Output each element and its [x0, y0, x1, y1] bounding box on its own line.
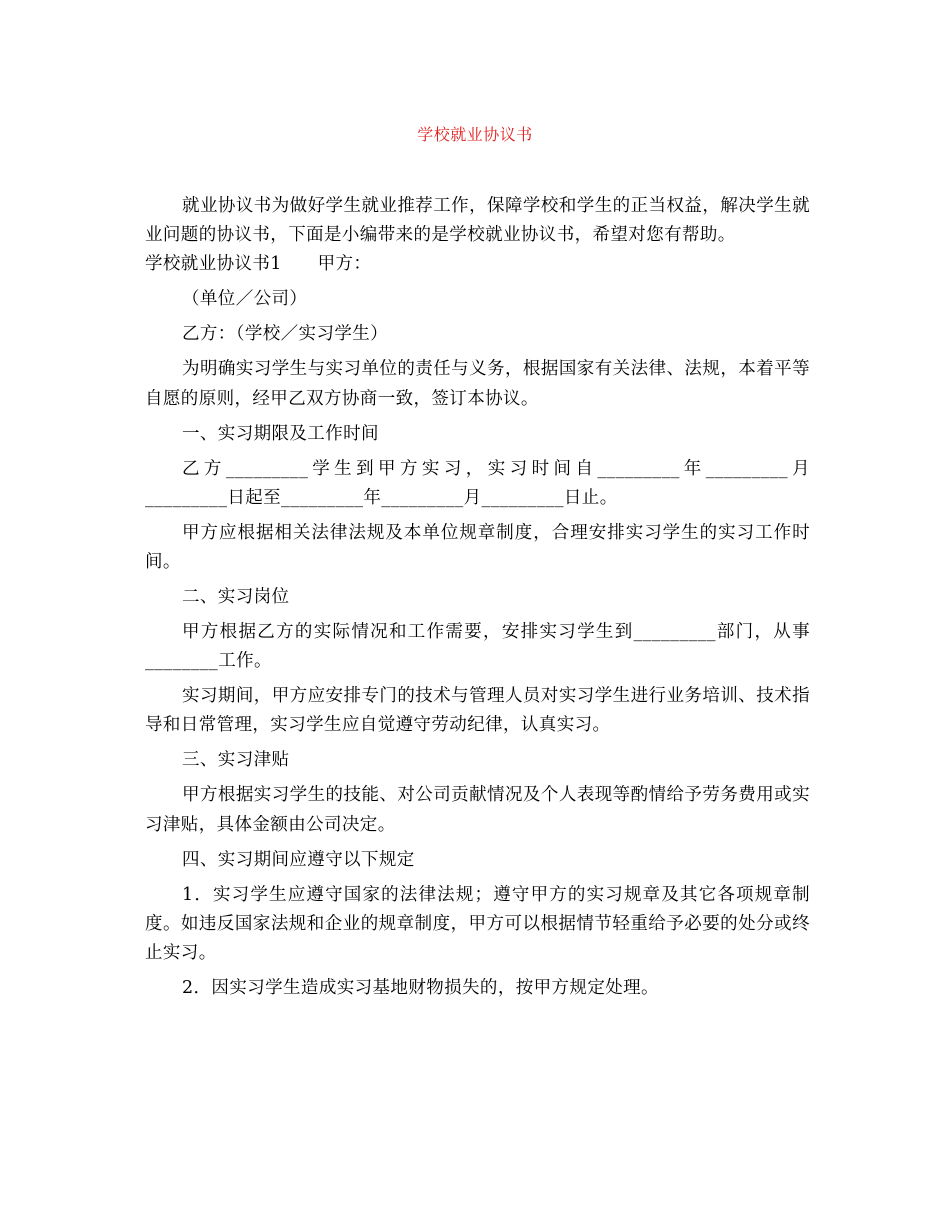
paragraph: 甲方应根据相关法律法规及本单位规章制度，合理安排实习学生的实习工作时间。 — [145, 522, 810, 573]
document-title: 学校就业协议书 — [417, 125, 533, 144]
paragraph: 乙方_________学生到甲方实习，实习时间自_________年_________月_________日起至_________年_________月_________日止。 — [145, 458, 810, 508]
paragraph: 就业协议书为做好学生就业推荐工作，保障学校和学生的正当权益，解决学生就业问题的协议书，下面是小编带来的是学校就业协议书，希望对您有帮助。 — [145, 196, 810, 246]
paragraph: 为明确实习学生与实习单位的责任与义务，根据国家有关法律、法规，本着平等自愿的原则，经甲乙双方协商一致，签订本协议。 — [145, 359, 810, 409]
paragraph: 甲方根据乙方的实际情况和工作需要，安排实习学生到_________部门，从事________工作。 — [145, 622, 810, 672]
paragraph: 学校就业协议书1 甲方： — [145, 254, 372, 275]
paragraph: 1．实习学生应遵守国家的法律法规；遵守甲方的实习规章及其它各项规章制度。如违反国家法规和企业的规章制度，甲方可以根据情节轻重给予必要的处分或终止实习。 — [145, 884, 810, 964]
paragraph: 甲方根据实习学生的技能、对公司贡献情况及个人表现等酌情给予劳务费用或实习津贴，具体金额由公司决定。 — [145, 785, 810, 835]
paragraph: （单位／公司） — [182, 289, 308, 310]
paragraph: 三、实习津贴 — [182, 750, 290, 771]
paragraph: 2．因实习学生造成实习基地财物损失的，按甲方规定处理。 — [182, 978, 659, 999]
paragraph: 实习期间，甲方应安排专门的技术与管理人员对实习学生进行业务培训、技术指导和日常管理，实习学生应自觉遵守劳动纪律，认真实习。 — [145, 686, 810, 736]
paragraph: 一、实习期限及工作时间 — [182, 423, 379, 444]
paragraph: 乙方：（学校／实习学生） — [182, 324, 389, 345]
paragraph: 四、实习期间应遵守以下规定 — [182, 849, 415, 870]
document-body — [145, 192, 810, 1003]
paragraph: 二、实习岗位 — [182, 587, 290, 608]
